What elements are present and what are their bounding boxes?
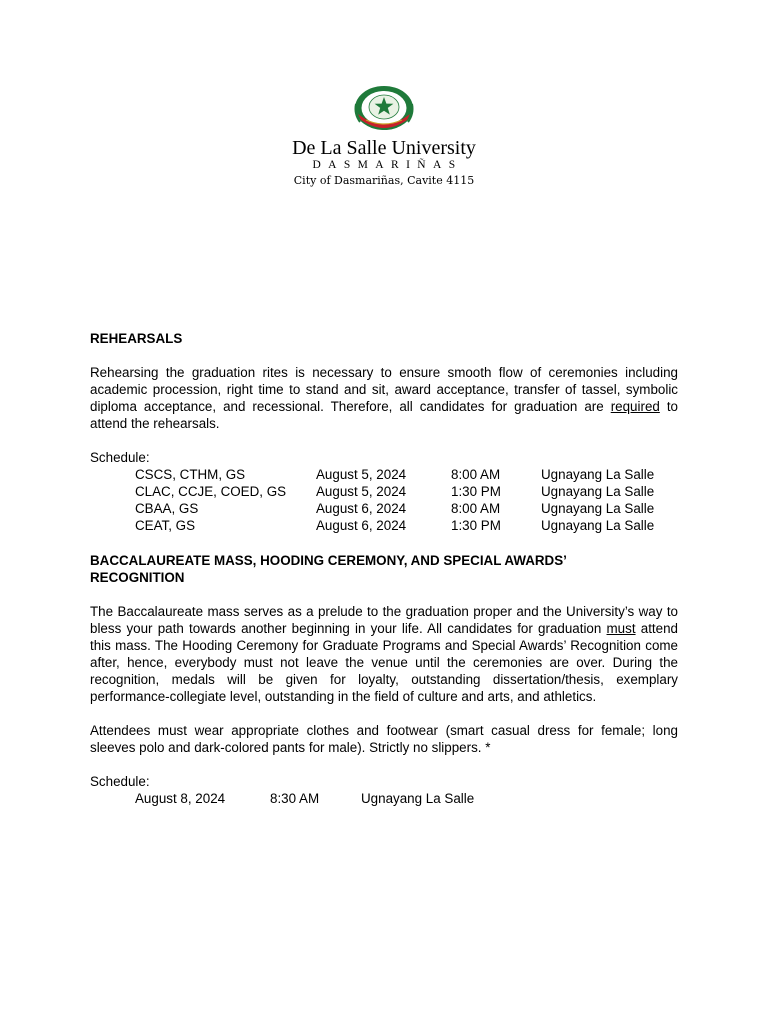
schedule-time: 8:30 AM <box>270 791 320 806</box>
schedule-time: 8:00 AM <box>451 467 501 482</box>
schedule-venue: Ugnayang La Salle <box>541 501 655 516</box>
schedule-venue: Ugnayang La Salle <box>541 518 655 533</box>
schedule-date: August 6, 2024 <box>316 518 407 533</box>
required-emphasis: required <box>610 399 660 414</box>
schedule-date: August 6, 2024 <box>316 501 407 516</box>
schedule-colleges: CSCS, CTHM, GS <box>135 467 246 482</box>
baccalaureate-heading <box>90 552 678 586</box>
schedule-colleges: CLAC, CCJE, COED, GS <box>135 484 287 499</box>
rehearsals-heading: REHEARSALS <box>90 331 183 346</box>
schedule-date: August 8, 2024 <box>135 791 226 806</box>
schedule-time: 1:30 PM <box>451 518 501 533</box>
university-name: De La Salle University <box>292 137 476 159</box>
schedule-row <box>90 466 678 483</box>
schedule-time: 1:30 PM <box>451 484 501 499</box>
schedule-venue: Ugnayang La Salle <box>361 791 475 806</box>
schedule-row <box>90 517 678 534</box>
schedule-time: 8:00 AM <box>451 501 501 516</box>
baccalaureate-schedule-label: Schedule: <box>90 774 150 789</box>
baccalaureate-text-1: The Baccalaureate mass serves as a prelude to the graduation proper and the University’s way to bless your path towards another beginning in your life. All candidates for graduation <box>90 604 678 636</box>
schedule-row <box>90 790 678 807</box>
schedule-date: August 5, 2024 <box>316 467 407 482</box>
document-body <box>90 330 678 807</box>
baccalaureate-heading-line2: RECOGNITION <box>90 570 185 585</box>
rehearsals-schedule-label: Schedule: <box>90 450 150 465</box>
schedule-row <box>90 500 678 517</box>
schedule-colleges: CBAA, GS <box>135 501 199 516</box>
schedule-row <box>90 483 678 500</box>
attire-note: Attendees must wear appropriate clothes and footwear (smart casual dress for female; long sleeves polo and dark-colored pants for male). Strictly no slippers. * <box>90 723 678 755</box>
rehearsals-paragraph <box>90 364 678 432</box>
rehearsals-text-1: Rehearsing the graduation rites is necessary to ensure smooth flow of ceremonies including academic procession, right time to stand and sit, award acceptance, transfer of tassel, symbolic diploma acceptance, and recessional. Therefore, all candidates for graduation are <box>90 365 678 414</box>
must-emphasis: must <box>606 621 636 636</box>
baccalaureate-text-2: attend this mass. The Hooding Ceremony for Graduate Programs and Special Awards’ Recognition come after, hence, everybody must not leave the venue until the ceremonies are over. During the recognition, medals will be given for loyalty, outstanding dissertation/thesis, exemplary performance-collegiate level, outstanding in the field of culture and arts, and athletics. <box>90 621 678 704</box>
baccalaureate-heading-line1: BACCALAUREATE MASS, HOODING CEREMONY, AND SPECIAL AWARDS’ <box>90 553 567 568</box>
campus-name: DASMARIÑAS <box>312 159 463 171</box>
schedule-colleges: CEAT, GS <box>135 518 196 533</box>
dlsu-seal-icon <box>352 84 416 136</box>
schedule-venue: Ugnayang La Salle <box>541 484 655 499</box>
schedule-date: August 5, 2024 <box>316 484 407 499</box>
schedule-venue: Ugnayang La Salle <box>541 467 655 482</box>
baccalaureate-paragraph <box>90 603 678 705</box>
rehearsals-text-2: to attend the rehearsals. <box>90 399 678 431</box>
university-address: City of Dasmariñas, Cavite 4115 <box>293 174 475 187</box>
